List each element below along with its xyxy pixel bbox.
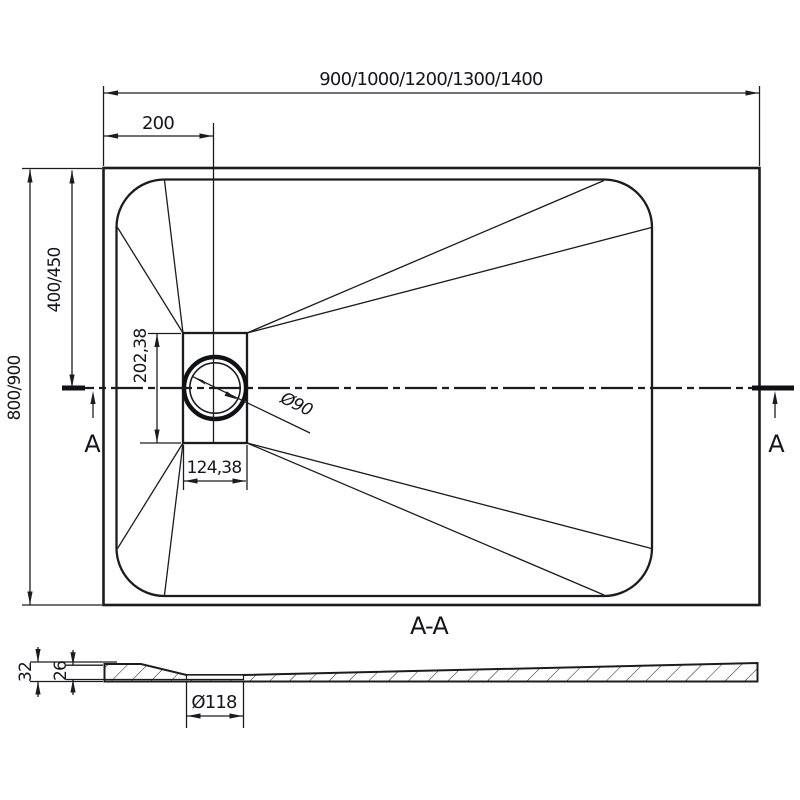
dim-drain-recess-label: Ø118: [191, 692, 237, 713]
dim-depth-label: 800/900: [5, 355, 25, 421]
section-marker-right-label: A: [768, 430, 784, 458]
dim-total-height-label: 32: [16, 661, 36, 683]
dim-drain-box-height-label: 202,38: [131, 328, 151, 384]
dim-drain-offset-label: 200: [142, 113, 174, 134]
section-marker-left-label: A: [84, 430, 100, 458]
section-drain-recess: [187, 675, 244, 680]
dim-half-depth-label: 400/450: [45, 247, 65, 313]
dim-drain-diameter-label: Ø90: [277, 388, 316, 421]
dim-drain-box-width-label: 124,38: [186, 458, 242, 478]
section-title: A-A: [409, 612, 449, 640]
dim-tray-height-label: 26: [51, 660, 71, 682]
dim-width-label: 900/1000/1200/1300/1400: [319, 69, 543, 90]
